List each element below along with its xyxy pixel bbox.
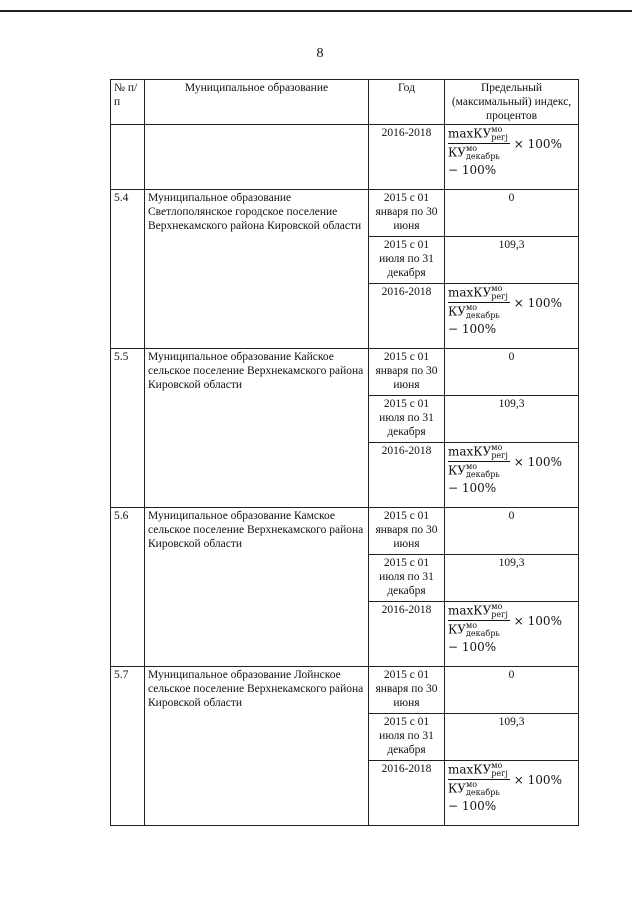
formula-minus: − 100% [448,799,497,813]
formula-max-scripts [491,285,508,301]
row-period1-index: 0 [445,508,579,555]
formula-max: maxКУ [448,285,492,300]
page-number: 8 [316,46,324,61]
row-num: 5.5 [111,349,145,508]
formula-den: КУ [448,145,466,160]
carryover-formula [445,125,579,190]
row-period1-index: 0 [445,190,579,237]
row-period1-index: 0 [445,667,579,714]
formula-den-sub: декабрь [465,311,500,320]
formula-times: × 100% [513,136,562,151]
formula-max-scripts [491,444,508,460]
table-row [111,349,579,396]
formula-max-sup: мо [491,761,503,770]
formula-max-sup: мо [491,602,503,611]
formula-den-sup: мо [465,144,478,153]
formula-fraction [448,762,510,797]
formula-numerator [448,126,510,144]
formula-numerator [448,285,510,303]
formula-numerator [448,444,510,462]
row-period2-year: 2015 с 01 июля по 31 декабря [369,714,445,761]
formula-numerator [448,762,510,780]
formula-den-scripts [466,304,500,320]
formula-den-sub: декабрь [465,470,500,479]
formula-denominator [448,303,502,320]
top-rule [0,10,632,12]
formula-fraction [448,603,510,638]
row-period1-year: 2015 с 01 января по 30 июня [369,508,445,555]
formula-den-sub: декабрь [465,788,500,797]
row-municipality-name: Муниципальное образование Светлополянское городское поселение Верхнекамского района Кировской области [145,190,369,349]
formula-den-scripts [466,463,500,479]
formula [448,603,575,638]
formula-max-sup: мо [491,443,503,452]
formula-denominator [448,144,502,161]
formula-max: maxКУ [448,603,492,618]
header-name: Муниципальное образование [145,80,369,125]
formula-times: × 100% [513,295,562,310]
row-period2-year: 2015 с 01 июля по 31 декабря [369,396,445,443]
header-index: Предельный (максимальный) индекс, процентов [445,80,579,125]
row-period3-year: 2016-2018 [369,443,445,508]
formula-max-scripts [491,126,508,142]
row-period1-index: 0 [445,349,579,396]
formula-denominator [448,621,502,638]
formula-den-scripts [466,622,500,638]
carryover-num-cell [111,125,145,190]
formula-max: maxКУ [448,444,492,459]
table-row-carryover [111,125,579,190]
row-period3-formula [445,443,579,508]
row-period3-formula [445,761,579,826]
formula [448,285,575,320]
table-row [111,508,579,555]
row-period3-year: 2016-2018 [369,284,445,349]
formula-den-scripts [466,781,500,797]
formula-max-scripts [491,762,508,778]
formula-max-sub: peгj [491,610,508,619]
row-period1-year: 2015 с 01 января по 30 июня [369,190,445,237]
table-row [111,190,579,237]
row-period3-formula [445,602,579,667]
formula [448,762,575,797]
formula-den-sup: мо [465,462,478,471]
formula-denominator [448,780,502,797]
formula-den-sup: мо [465,303,478,312]
formula-max-sup: мо [491,125,503,134]
row-period1-year: 2015 с 01 января по 30 июня [369,349,445,396]
table-body [111,125,579,826]
formula [448,444,575,479]
formula-minus: − 100% [448,163,497,177]
carryover-year: 2016-2018 [369,125,445,190]
formula-den: КУ [448,781,466,796]
formula-denominator [448,462,502,479]
formula-minus: − 100% [448,481,497,495]
row-period2-year: 2015 с 01 июля по 31 декабря [369,555,445,602]
formula-max-sub: peгj [491,769,508,778]
formula-max-sub: peгj [491,451,508,460]
formula-max-sup: мо [491,284,503,293]
row-period1-year: 2015 с 01 января по 30 июня [369,667,445,714]
row-period2-index: 109,3 [445,237,579,284]
formula [448,126,575,161]
row-period3-year: 2016-2018 [369,602,445,667]
row-municipality-name: Муниципальное образование Лойнское сельское поселение Верхнекамского района Кировской области [145,667,369,826]
row-period3-year: 2016-2018 [369,761,445,826]
formula-times: × 100% [513,772,562,787]
formula-max: maxКУ [448,762,492,777]
formula-numerator [448,603,510,621]
carryover-name-cell [145,125,369,190]
formula-max-sub: peгj [491,292,508,301]
row-period2-index: 109,3 [445,714,579,761]
formula-max-scripts [491,603,508,619]
row-period2-index: 109,3 [445,396,579,443]
row-num: 5.6 [111,508,145,667]
table-header-row [111,80,579,125]
formula-den-sub: декабрь [465,629,500,638]
formula-minus: − 100% [448,640,497,654]
formula-den-sup: мо [465,621,478,630]
formula-den-sup: мо [465,780,478,789]
row-num: 5.4 [111,190,145,349]
header-year: Год [369,80,445,125]
row-period2-index: 109,3 [445,555,579,602]
formula-times: × 100% [513,613,562,628]
formula-max: maxКУ [448,126,492,141]
row-municipality-name: Муниципальное образование Кайское сельское поселение Верхнекамского района Кировской области [145,349,369,508]
formula-den: КУ [448,463,466,478]
row-num: 5.7 [111,667,145,826]
row-period2-year: 2015 с 01 июля по 31 декабря [369,237,445,284]
row-period3-formula [445,284,579,349]
table-row [111,667,579,714]
formula-fraction [448,444,510,479]
formula-den: КУ [448,622,466,637]
formula-den-scripts [466,145,500,161]
limit-index-table [110,79,579,826]
formula-times: × 100% [513,454,562,469]
formula-den: КУ [448,304,466,319]
formula-den-sub: декабрь [465,152,500,161]
formula-fraction [448,126,510,161]
row-municipality-name: Муниципальное образование Камское сельское поселение Верхнекамского района Кировской области [145,508,369,667]
formula-minus: − 100% [448,322,497,336]
formula-fraction [448,285,510,320]
header-num: № п/п [111,80,145,125]
formula-max-sub: peгj [491,133,508,142]
